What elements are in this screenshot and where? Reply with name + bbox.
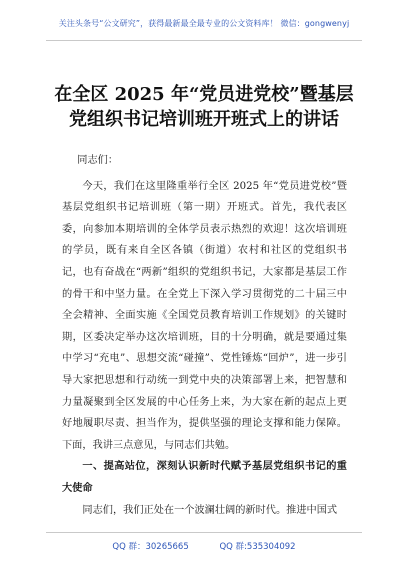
footer	[0, 540, 408, 552]
header-divider	[46, 40, 362, 41]
title-line-2: 党组织书记培训班开班式上的讲话	[69, 109, 339, 130]
header-banner: 关注头条号“公文研究”，获得最新最全最专业的公文资料库！ 微信：gongwenyj	[58, 19, 350, 28]
footer-divider	[46, 532, 362, 533]
salutation: 同志们：	[77, 155, 119, 166]
body-paragraph: 今天，我们在这里隆重举行全区 2025 年“党员进党校”暨基层党组织书记培训班（第一期）开班式。首先，我代表区委，向参加本期培训的全体学员表示热烈的欢迎！这次培训班的学员，既有来自全区各镇（街道）农村和社区的党组织书记，也有奋战在“两新”组织的党组织书记，大家都是基层工作的骨干和中坚力量。在全党上下深入学习贯彻党的二十届三中全会精神、全面实施《全国党员教育培训工作规划》的关键时期，区委决定举办这次培训班，目的十分明确，就是要通过集中学习“充电”、思想交流“碰撞”、党性锤炼“回炉”，进一步引导大家把思想和行动统一到党中央的决策部署上来，把智慧和力量凝聚到全区发展的中心任务上来，为大家在新的起点上更好地履职尽责、担当作为，提供坚强的理论支撑和能力保障。下面，我讲三点意见，与同志们共勉。	[62, 180, 347, 451]
section-heading: 一、提高站位，深刻认识新时代赋予基层党组织书记的重大使命	[62, 460, 347, 494]
title-line-1: 在全区 2025 年“党员进党校”暨基层	[54, 84, 354, 105]
body-paragraph: 同志们，我们正处在一个波澜壮阔的新时代。推进中国式	[82, 504, 338, 516]
footer-qq-group-2: QQ 群:535304092	[219, 542, 296, 552]
footer-qq-group-1: QQ 群：30265665	[112, 542, 189, 552]
document-title	[0, 82, 408, 132]
document-body	[62, 150, 347, 521]
